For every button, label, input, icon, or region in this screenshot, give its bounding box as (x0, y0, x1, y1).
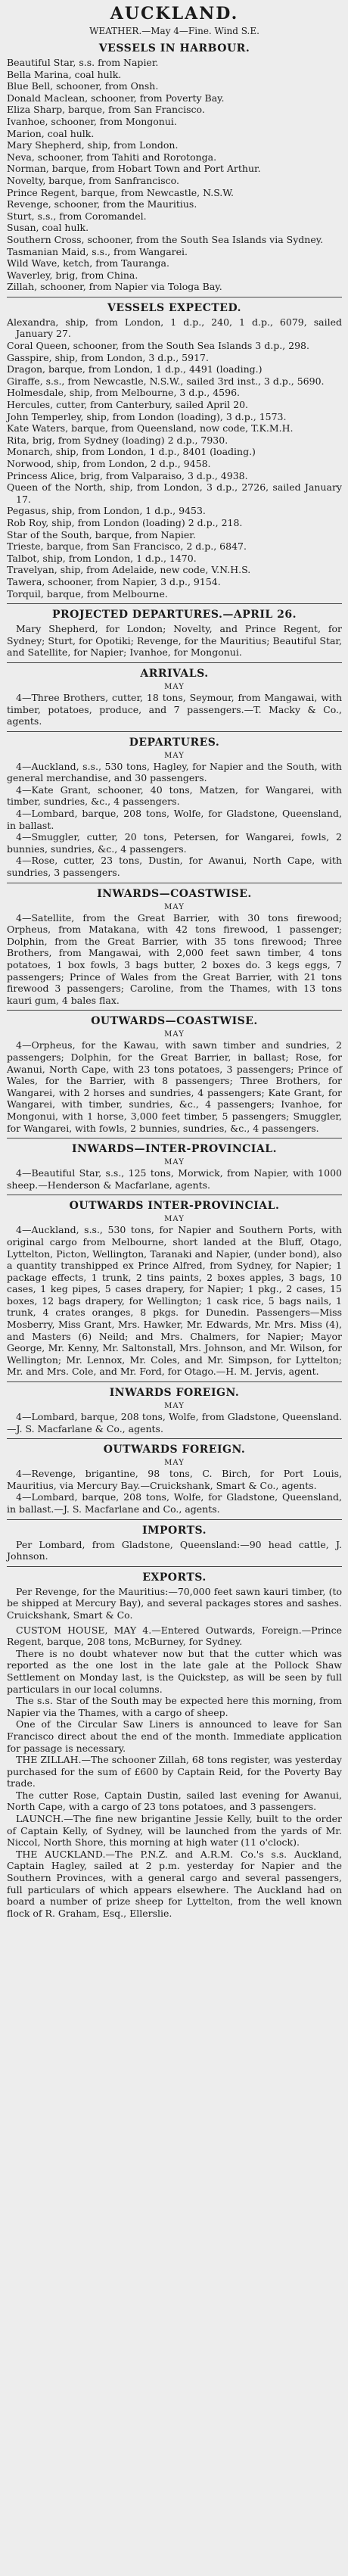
divider (7, 603, 342, 604)
entry: 4—Orpheus, for the Kawau, with sawn timber and sundries, 2 passengers; Dolphin, for the Great Barrier, in ballast; Rose, for Awanui, North Cape, with 23 tons potatoes, 3 passengers; Prince of Wales, for the Barrier, with 8 passengers; Three Brothers, for Wangarei, with 2 horses and sundries, 4 passengers; Kate Grant, for Wangarei, with timber, sundries, &c., 4 passengers; Ivanhoe, for Mongonui, with 1 horse, 3,000 feet timber, 5 passengers; Smuggler, for Wangarei, with fowls, 2 bunnies, sundries, &c., 4 passengers. (7, 1039, 342, 1134)
section-heading: OUTWARDS INTER-PROVINCIAL. (69, 1200, 280, 1213)
entry: 4—Auckland, s.s., 530 tons, for Napier and Southern Ports, with original cargo from Melbourne, short landed at the Bluff, Otago, Lyttelton, Picton, Wellington, Taranaki and Napier, (under bond), also a quantity transhipped ex Prince Alfred, from Sydney, for Napier; 1 package effects, 1 trunk, 2 tins paints, 2 boxes apples, 3 bags, 10 cases, 1 keg pipes, 5 cases drapery, for Napier; 1 pkg., 2 cases, 15 boxes, 12 bags drapery, for Wellington; 1 cask rice, 5 bags nails, 1 trunk, 4 crates oranges, 8 pkgs. for Dunedin. Passengers—Miss Mosberry, Miss Grant, Mrs. Hawker, Mr. Edwards, Mr. Mrs. Miss (4), and Masters (6) Neild; and Mrs. Chalmers, for Napier; Mayor George, Mr. Kenny, Mr. Saltonstall, Mrs. Johnson, and Mr. Wilson, for Wellington; Mr. Lennox, Mr. Coles, and Mr. Simpson, for Lyttelton; Mr. and Mrs. Cole, and Mr. Ford, for Otago.—H. M. Jervis, agent. (7, 1224, 342, 1378)
entry: Tawera, schooner, from Napier, 3 d.p., 9154. (7, 575, 221, 587)
entry: Prince Regent, barque, from Newcastle, N.S.W. (7, 186, 234, 198)
month-label: MAY (164, 682, 185, 691)
entry: Neva, schooner, from Tahiti and Rorotonga. (7, 151, 217, 163)
entry: Sturt, s.s., from Coromandel. (7, 210, 147, 222)
entry: Beautiful Star, s.s. from Napier. (7, 57, 159, 68)
vessels-in-harbour-section (7, 42, 342, 293)
projected-departures-section (7, 608, 342, 659)
entry: Monarch, ship, from London, 1 d.p., 8401 (loading.) (7, 446, 256, 458)
section-heading: VESSELS IN HARBOUR. (98, 42, 250, 55)
imports-list (7, 1539, 342, 1562)
section-heading: ARRIVALS. (140, 667, 209, 680)
outwards-coastwise-section (7, 1014, 342, 1134)
entry: Susan, coal hulk. (7, 222, 89, 234)
entry: Rita, brig, from Sydney (loading) 2 d.p., 7930. (7, 434, 228, 446)
news-list (7, 1624, 342, 1920)
harbour-list (7, 57, 342, 293)
entry: Alexandra, ship, from London, 1 d.p., 240, 1 d.p., 6079, sailed January 27. (7, 316, 342, 340)
divider (7, 731, 342, 732)
projected-text: Mary Shepherd, for London; Novelty, and Prince Regent, for Sydney; Sturt, for Opotiki; Revenge, for the Mauritius; Beautiful Star, and Satellite, for Napier; Ivanhoe, for Mongonui. (7, 623, 342, 659)
entry: Eliza Sharp, barque, from San Francisco. (7, 104, 205, 116)
entry: Blue Bell, schooner, from Onsh. (7, 80, 159, 92)
expected-list (7, 316, 342, 600)
arrivals-section (7, 667, 342, 727)
entry: Waverley, brig, from China. (7, 269, 138, 281)
exports-section (7, 1571, 342, 1621)
section-heading: OUTWARDS FOREIGN. (103, 1444, 246, 1456)
entry: Kate Waters, barque, from Queensland, now code, T.K.M.H. (7, 422, 294, 435)
entry: 4—Lombard, barque, 208 tons, Wolfe, for Gladstone, Queensland, in ballast. (7, 808, 342, 831)
section-heading: DEPARTURES. (129, 736, 220, 749)
outwards-foreign-list (7, 1468, 342, 1515)
entry: 4—Lombard, barque, 208 tons, Wolfe, from Gladstone, Queensland.—J. S. Macfarlane & Co., agents. (7, 1411, 342, 1434)
entry: Zillah, schooner, from Napier via Tologa Bay. (7, 281, 222, 293)
section-heading: PROJECTED DEPARTURES.—APRIL 26. (51, 609, 297, 621)
imports-section (7, 1524, 342, 1562)
entry: Mary Shepherd, ship, from London. (7, 139, 179, 151)
departures-section (7, 736, 342, 879)
entry: Travelyan, ship, from Adelaide, new code, V.N.H.S. (7, 564, 251, 576)
departures-list (7, 761, 342, 879)
entry: Trieste, barque, from San Francisco, 2 d.p., 6847. (7, 540, 247, 553)
entry: Talbot, ship, from London, 1 d.p., 1470. (7, 552, 197, 564)
month-label: MAY (164, 1158, 185, 1167)
entry: Holmesdale, ship, from Melbourne, 3 d.p., 4596. (7, 387, 241, 399)
exports-list (7, 1586, 342, 1621)
entry: THE AUCKLAND.—The P.N.Z. and A.R.M. Co.'s s.s. Auckland, Captain Hagley, sailed at 2 p.m. yesterday for Napier and the Southern Provinces, with a general cargo and several passengers, full particulars of which appears elsewhere. The Auckland had on board a number of prize sheep for Lyttelton, from the well known flock of R. Graham, Esq., Ellerslie. (7, 1848, 342, 1919)
entry: 4—Three Brothers, cutter, 18 tons, Seymour, from Mangawai, with timber, potatoes, produce, and 7 passengers.—T. Macky & Co., agents. (7, 691, 342, 727)
entry: 4—Kate Grant, schooner, 40 tons, Matzen, for Wangarei, with timber, sundries, &c., 4 passengers. (7, 783, 342, 808)
inwards-foreign-list (7, 1411, 342, 1434)
inwards-coastwise-list (7, 912, 342, 1007)
entry: The cutter Rose, Captain Dustin, sailed last evening for Awanui, North Cape, with a cargo of 23 tons potatoes, and 3 passengers. (7, 1789, 342, 1813)
entry: Norwood, ship, from London, 2 d.p., 9458. (7, 458, 211, 469)
entry: Southern Cross, schooner, from the South Sea Islands via Sydney. (7, 233, 324, 245)
weather-line: WEATHER.—May 4—Fine. Wind S.E. (89, 26, 259, 36)
entry: Dragon, barque, from London, 1 d.p., 4491 (loading.) (7, 363, 263, 375)
entry: Wild Wave, ketch, from Tauranga. (7, 257, 169, 269)
month-label: MAY (164, 1402, 185, 1411)
entry: Tasmanian Maid, s.s., from Wangarei. (7, 245, 188, 257)
section-heading: INWARDS—INTER-PROVINCIAL. (72, 1143, 277, 1156)
inwards-inter-provincial-section (7, 1142, 342, 1191)
divider (7, 1566, 342, 1567)
month-label: MAY (164, 1459, 185, 1468)
inwards-coastwise-section (7, 887, 342, 1007)
outwards-inter-provincial-section (7, 1199, 342, 1378)
entry: CUSTOM HOUSE, MAY 4.—Entered Outwards, Foreign.—Prince Regent, barque, 208 tons, McBurney, for Sydney. (7, 1624, 342, 1648)
entry: 4—Satellite, from the Great Barrier, with 30 tons firewood; Orpheus, from Matakana, with 42 tons firewood, 1 passenger; Dolphin, from the Great Barrier, with 35 tons firewood; Three Brothers, from Mangawai, with 2,000 feet sawn timber, 4 tons potatoes, 1 box fowls, 3 bags butter, 2 boxes do. 3 kegs eggs, 7 passengers; Prince of Wales from the Great Barrier, with 21 tons firewood 3 passengers; Caroline, from the Thames, with 13 tons kauri gum, 4 bales flax. (7, 911, 342, 1006)
divider (7, 662, 342, 663)
entry: Per Revenge, for the Mauritius:—70,000 feet sawn kauri timber, (to be shipped at Mercury Bay), and several packages stores and sashes. Cruickshank, Smart & Co. (7, 1585, 342, 1621)
divider (7, 1519, 342, 1520)
entry: Giraffe, s.s., from Newcastle, N.S.W., sailed 3rd inst., 3 d.p., 5690. (7, 375, 325, 387)
inwards-inter-list (7, 1167, 342, 1191)
month-label: MAY (164, 751, 185, 760)
section-heading: EXPORTS. (142, 1571, 207, 1584)
entry: Marion, coal hulk. (7, 127, 95, 139)
entry: Revenge, schooner, from the Mauritius. (7, 198, 197, 210)
shipping-news-section (7, 1624, 342, 1920)
entry: There is no doubt whatever now but that the cutter which was reported as the one lost in the late gale at the Pollock Shaw Settlement on Monday last, is the Quickstep, as will be seen by full particulars in our local columns. (7, 1647, 342, 1695)
entry: Coral Queen, schooner, from the South Sea Islands 3 d.p., 298. (7, 340, 309, 352)
entry: Ivanhoe, schooner, from Mongonui. (7, 115, 177, 127)
entry: Novelty, barque, from Sanfrancisco. (7, 174, 179, 186)
entry: Star of the South, barque, from Napier. (7, 528, 196, 540)
divider (7, 1438, 342, 1439)
entry: LAUNCH.—The fine new brigantine Jessie Kelly, built to the order of Captain Kelly, of Sydney, will be launched from the yards of Mr. Niccol, North Shore, this morning at high water (11 o'clock). (7, 1813, 342, 1849)
inwards-foreign-section (7, 1386, 342, 1434)
divider (7, 1010, 342, 1011)
entry: Pegasus, ship, from London, 1 d.p., 9453. (7, 505, 206, 517)
entry: Gasspire, ship, from London, 3 d.p., 5917. (7, 351, 209, 363)
section-heading: IMPORTS. (141, 1524, 207, 1537)
entry: Queen of the North, ship, from London, 3 d.p., 2726, sailed January 17. (7, 481, 342, 505)
entry: 4—Rose, cutter, 23 tons, Dustin, for Awanui, North Cape, with sundries, 3 passengers. (7, 855, 342, 879)
entry: THE ZILLAH.—The schooner Zillah, 68 tons register, was yesterday purchased for the sum of £600 by Captain Reid, for the Poverty Bay trade. (7, 1754, 342, 1789)
arrivals-list (7, 692, 342, 727)
month-label: MAY (164, 1215, 185, 1224)
entry: 4—Lombard, barque, 208 tons, Wolfe, for Gladstone, Queensland, in ballast.—J. S. Macfarlane and Co., agents. (7, 1491, 342, 1515)
section-heading: INWARDS—COASTWISE. (97, 887, 252, 900)
entry: Princess Alice, brig, from Valparaiso, 3 d.p., 4938. (7, 469, 248, 481)
outwards-inter-list (7, 1224, 342, 1378)
month-label: MAY (164, 1030, 185, 1039)
entry: The s.s. Star of the South may be expected here this morning, from Napier via the Thames, with a cargo of sheep. (7, 1695, 342, 1718)
entry: Per Lombard, from Gladstone, Queensland:—90 head cattle, J. Johnson. (7, 1538, 342, 1562)
section-heading: INWARDS FOREIGN. (109, 1387, 240, 1400)
entry: 4—Beautiful Star, s.s., 125 tons, Morwick, from Napier, with 1000 sheep.—Henderson & Macfarlane, agents. (7, 1167, 342, 1191)
entry: Norman, barque, from Hobart Town and Port Arthur. (7, 163, 261, 175)
entry: Torquil, barque, from Melbourne. (7, 587, 168, 600)
entry: Hercules, cutter, from Canterbury, sailed April 20. (7, 399, 249, 411)
entry: Donald Maclean, schooner, from Poverty Bay. (7, 92, 225, 104)
entry: John Temperley, ship, from London (loading), 3 d.p., 1573. (7, 410, 287, 422)
entry: Rob Roy, ship, from London (loading) 2 d.p., 218. (7, 516, 243, 528)
outwards-coastwise-list (7, 1039, 342, 1134)
entry: 4—Revenge, brigantine, 98 tons, C. Birch, for Port Louis, Mauritius, via Mercury Bay.—Cruickshank, Smart & Co., agents. (7, 1468, 342, 1491)
entry: 4—Auckland, s.s., 530 tons, Hagley, for Napier and the South, with general merchandise, and 30 passengers. (7, 760, 342, 784)
section-heading: VESSELS EXPECTED. (107, 301, 241, 314)
entry: One of the Circular Saw Liners is announced to leave for San Francisco direct about the end of the month. Immediate application for passage is necessary. (7, 1718, 342, 1754)
entry: 4—Smuggler, cutter, 20 tons, Petersen, for Wangarei, fowls, 2 bunnies, sundries, &c., 4 passengers. (7, 831, 342, 855)
divider (7, 1381, 342, 1382)
section-heading: OUTWARDS—COASTWISE. (91, 1015, 258, 1028)
outwards-foreign-section (7, 1443, 342, 1515)
entry: Bella Marina, coal hulk. (7, 68, 122, 80)
month-label: MAY (164, 902, 185, 911)
vessels-expected-section (7, 301, 342, 600)
masthead: AUCKLAND. (110, 4, 239, 23)
